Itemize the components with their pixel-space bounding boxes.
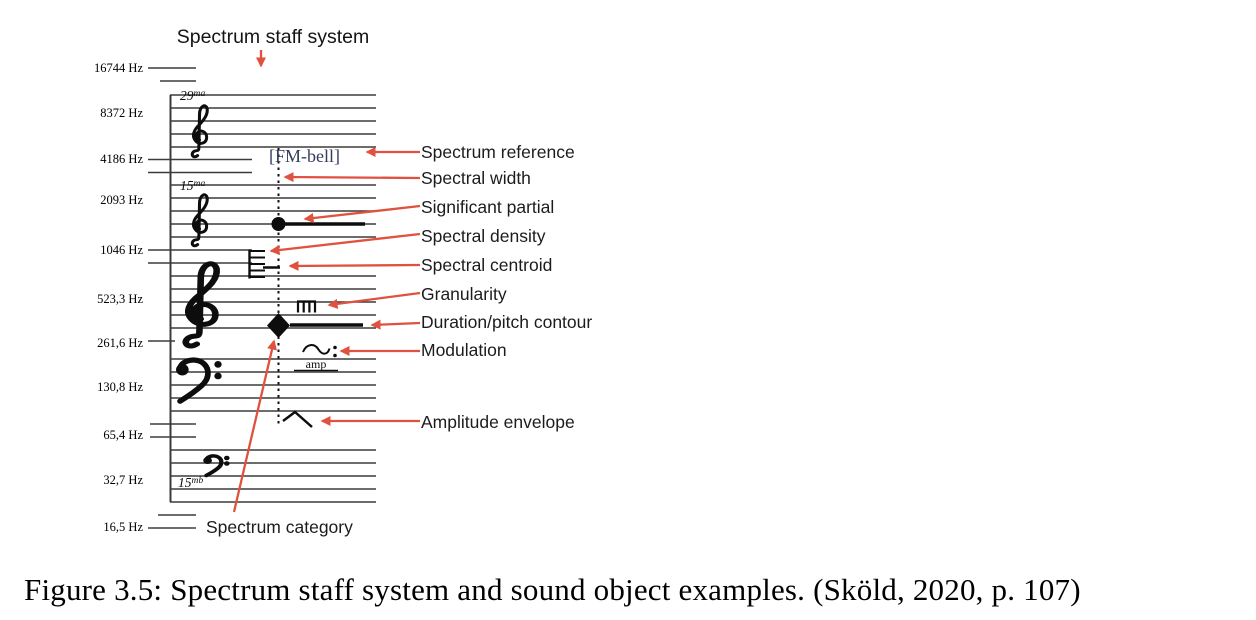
octave-mark-29ma	[180, 87, 206, 103]
octave-suffix: ma	[193, 89, 206, 99]
octave-number: 29	[180, 88, 194, 103]
freq-label-523: 523,3 Hz	[97, 292, 143, 306]
freq-label-4186: 4186 Hz	[100, 152, 143, 166]
freq-label-65: 65,4 Hz	[103, 428, 143, 442]
modulation-sublabel: amp	[305, 357, 327, 371]
annotation-granularity: Granularity	[421, 284, 507, 304]
arrow-duration-pitch-contour	[372, 323, 420, 325]
granularity-marker	[297, 302, 316, 313]
octave-mark-15ma	[180, 177, 206, 193]
annotation-duration-pitch-contour: Duration/pitch contour	[421, 312, 593, 332]
spectrum-category-label: Spectrum category	[206, 517, 353, 537]
annotation-significant-partial: Significant partial	[421, 197, 555, 217]
significant-partial-marker	[272, 217, 366, 231]
arrow-significant-partial	[305, 206, 420, 219]
amplitude-envelope-marker	[283, 412, 312, 427]
annotation-spectral-centroid: Spectral centroid	[421, 255, 553, 275]
spectral-density-marker	[249, 250, 265, 279]
freq-label-261: 261,6 Hz	[97, 336, 143, 350]
spectrum-reference-value: [FM-bell]	[269, 146, 340, 166]
freq-label-16: 16,5 Hz	[103, 520, 143, 534]
freq-label-130: 130,8 Hz	[97, 380, 143, 394]
freq-label-16744: 16744 Hz	[94, 61, 143, 75]
sound-object-markers	[249, 217, 365, 427]
annotation-arrows	[234, 50, 420, 512]
annotation-modulation: Modulation	[421, 340, 507, 360]
duration-pitch-contour-marker	[267, 313, 363, 338]
octave-suffix: ma	[193, 179, 206, 189]
clefs	[176, 106, 230, 476]
treble-clef-15ma	[192, 195, 207, 246]
octave-suffix: mb	[191, 476, 204, 486]
annotation-spectral-width: Spectral width	[421, 168, 531, 188]
octave-mark-15mb	[178, 474, 204, 490]
arrow-granularity	[329, 293, 420, 305]
annotation-amplitude-envelope: Amplitude envelope	[421, 412, 575, 432]
bass-clef-main	[176, 360, 222, 401]
figure-title: Spectrum staff system	[176, 26, 370, 48]
bass-clef-15mb	[203, 456, 229, 476]
annotation-spectrum-reference: Spectrum reference	[421, 142, 575, 162]
figure-caption: Figure 3.5: Spectrum staff system and sound object examples. (Sköld, 2020, p. 107)	[24, 572, 1081, 607]
octave-number: 15	[180, 178, 194, 193]
freq-label-2093: 2093 Hz	[100, 193, 143, 207]
arrow-spectral-width	[285, 177, 420, 178]
arrow-spectral-centroid	[290, 265, 420, 266]
octave-number: 15	[178, 475, 192, 490]
annotation-spectral-density: Spectral density	[421, 226, 546, 246]
arrow-spectrum-category	[234, 341, 274, 512]
freq-label-32: 32,7 Hz	[103, 473, 143, 487]
freq-label-1046: 1046 Hz	[100, 243, 143, 257]
freq-label-8372: 8372 Hz	[100, 106, 143, 120]
treble-clef-29ma	[192, 106, 207, 157]
